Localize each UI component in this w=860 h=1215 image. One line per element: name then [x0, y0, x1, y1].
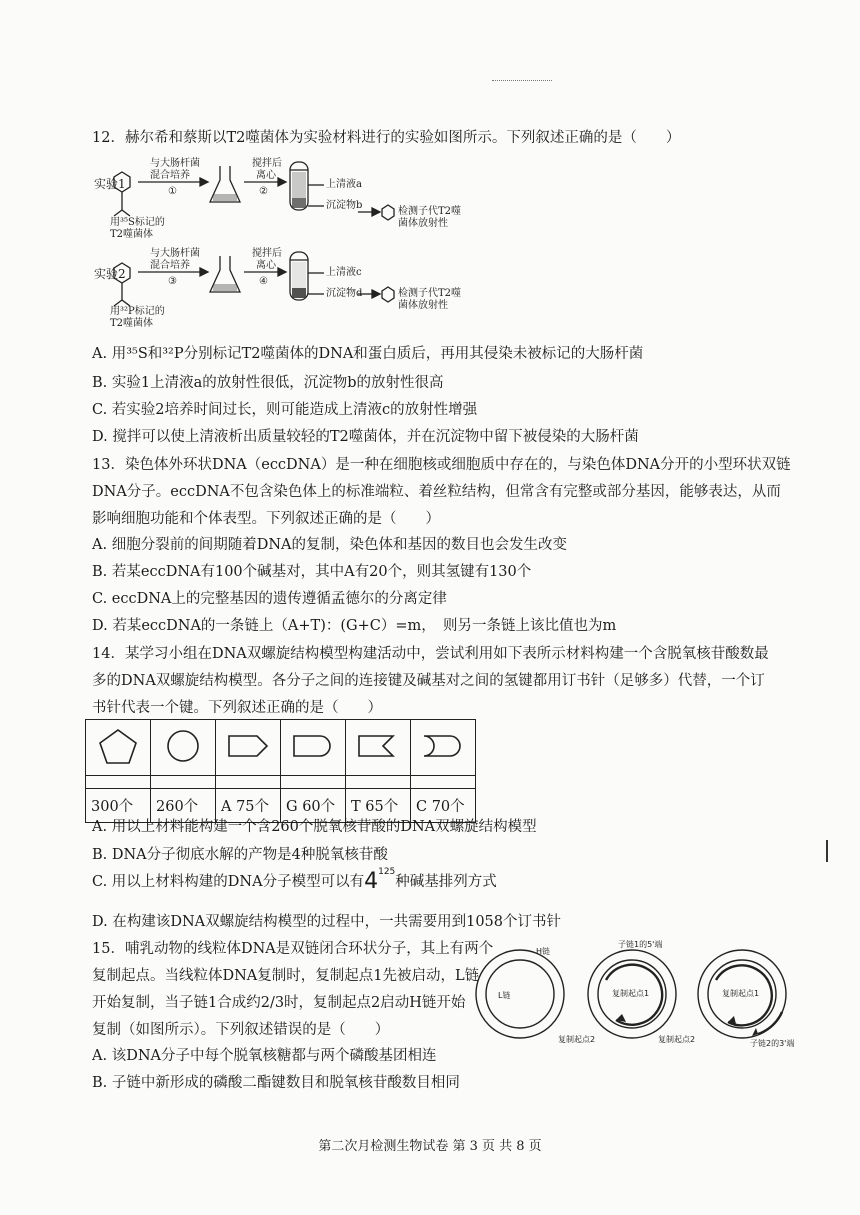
q14-stem-line3: 书针代表一个键。下列叙述正确的是（ ） — [92, 700, 382, 716]
q13-stem-line2: DNA分子。eccDNA不包含染色体上的标准端粒、着丝粒结构，但常含有完整或部分基因，能够表达，从而 — [92, 484, 781, 500]
q15-stem-line4: 复制（如图所示）。下列叙述错误的是（ ） — [92, 1022, 390, 1038]
page-footer: 第二次月检测生物试卷 第 3 页 共 8 页 — [318, 1139, 542, 1154]
materials-table — [85, 719, 476, 823]
q14-option-c: C. 用以上材料构建的DNA分子模型可以有$4^{125}$种碱基排列方式 — [92, 867, 497, 894]
step-4: ④ — [259, 276, 268, 287]
step-3: ③ — [168, 276, 177, 287]
mix-label-2a: 与大肠杆菌 — [150, 248, 200, 259]
detect-1a: 检测子代T2噬 — [398, 206, 462, 217]
q12-option-c: C. 若实验2培养时间过长，则可能造成上清液c的放射性增强 — [92, 402, 478, 418]
l-chain-label: L链 — [498, 991, 511, 1000]
power-expression: $4^{125}$ — [364, 867, 396, 894]
exp1-label: 实验1 — [94, 177, 126, 191]
exp2-phage-label: 用³²P标记的 — [110, 306, 165, 317]
q15-stem-line3: 开始复制，当子链1合成约2/3时，复制起点2启动H链开始 — [92, 995, 466, 1011]
q14-option-d: D. 在构建该DNA双螺旋结构模型的过程中，一共需要用到1058个订书针 — [92, 914, 562, 930]
notch-shape-icon — [346, 720, 411, 776]
detect-1b: 菌体放射性 — [398, 218, 448, 229]
q13-option-d: D. 若某eccDNA的一条链上（A+T)：(G+C）=m， 则另一条链上该比值也为m — [92, 618, 617, 634]
detect-2a: 检测子代T2噬 — [398, 288, 462, 299]
child2-3-end-label: 子链2的3'端 — [750, 1039, 795, 1048]
q12-option-b: B. 实验1上清液a的放射性很低，沉淀物b的放射性很高 — [92, 375, 444, 391]
q13-stem-line1: 13．染色体外环状DNA（eccDNA）是一种在细胞核或细胞质中存在的，与染色体DNA分开的小型环状双链 — [92, 457, 791, 473]
q15-option-a: A. 该DNA分子中每个脱氧核糖都与两个磷酸基团相连 — [92, 1048, 437, 1064]
q12-option-a: A. 用³⁵S和³²P分别标记T2噬菌体的DNA和蛋白质后，再用其侵染未被标记的大肠杆菌 — [92, 346, 644, 362]
q13-option-b: B. 若某eccDNA有100个碱基对，其中A有20个，则其氢键有130个 — [92, 564, 532, 580]
origin2-label-b: 复制起点2 — [658, 1035, 696, 1044]
exp1-phage-label2: T2噬菌体 — [110, 229, 154, 240]
q12-experiment-diagram — [92, 160, 532, 330]
sediment-d: 沉淀物d — [326, 288, 363, 299]
mix-label-2b: 混合培养 — [150, 260, 190, 271]
arrow-pentagon-shape-icon — [216, 720, 281, 776]
detect-2b: 菌体放射性 — [398, 300, 448, 311]
count-circle: 260个 — [151, 789, 216, 823]
count-pentagon: 300个 — [86, 789, 151, 823]
supernatant-a: 上清液a — [326, 179, 362, 190]
scan-edge-mark — [826, 840, 828, 862]
exp1-phage-label: 用³⁵S标记的 — [110, 217, 165, 228]
rounded-d-shape-icon — [281, 720, 346, 776]
q14-stem-line2: 多的DNA双螺旋结构模型。各分子之间的连接键及碱基对之间的氢键都用订书针（足够多）代替，一个订 — [92, 673, 765, 689]
pentagon-shape-icon — [86, 720, 151, 776]
q13-option-a: A. 细胞分裂前的间期随着DNA的复制，染色体和基因的数目也会发生改变 — [92, 537, 567, 553]
stir-label-1a: 搅拌后 — [252, 158, 282, 169]
origin1-label: 复制起点1 — [612, 989, 650, 998]
concave-shape-icon — [411, 720, 476, 776]
circle-shape-icon — [151, 720, 216, 776]
q13-option-c: C. eccDNA上的完整基因的遗传遵循孟德尔的分离定律 — [92, 591, 447, 607]
mtdna-replication-diagram — [466, 942, 796, 1052]
count-g: G 60个 — [281, 789, 346, 823]
child1-5-end-label: 子链1的5'端 — [618, 940, 663, 949]
h-chain-label: H链 — [536, 947, 551, 956]
step-1: ① — [168, 186, 177, 197]
q14-option-a: A. 用以上材料能构建一个含260个脱氧核苷酸的DNA双螺旋结构模型 — [92, 819, 537, 835]
count-c: C 70个 — [411, 789, 476, 823]
origin1-label-b: 复制起点1 — [722, 989, 760, 998]
scan-mark — [492, 80, 552, 83]
q13-stem-line3: 影响细胞功能和个体表型。下列叙述正确的是（ ） — [92, 511, 440, 527]
exp2-phage-label2: T2噬菌体 — [110, 318, 154, 329]
mix-label-1a: 与大肠杆菌 — [150, 158, 200, 169]
stir-label-2a: 搅拌后 — [252, 248, 282, 259]
origin2-label-a: 复制起点2 — [558, 1035, 596, 1044]
q14-option-b: B. DNA分子彻底水解的产物是4种脱氧核苷酸 — [92, 847, 388, 863]
count-t: T 65个 — [346, 789, 411, 823]
supernatant-c: 上清液c — [326, 267, 362, 278]
q12-stem: 12．赫尔希和蔡斯以T2噬菌体为实验材料进行的实验如图所示。下列叙述正确的是（ ） — [92, 130, 681, 146]
q15-stem-line2: 复制起点。当线粒体DNA复制时，复制起点1先被启动，L链 — [92, 968, 480, 984]
q15-stem-line1: 15．哺乳动物的线粒体DNA是双链闭合环状分子，其上有两个 — [92, 941, 494, 957]
sediment-b: 沉淀物b — [326, 200, 363, 211]
q12-option-d: D. 搅拌可以使上清液析出质量较轻的T2噬菌体，并在沉淀物中留下被侵染的大肠杆菌 — [92, 429, 639, 445]
count-a: A 75个 — [216, 789, 281, 823]
q15-option-b: B. 子链中新形成的磷酸二酯键数目和脱氧核苷酸数目相同 — [92, 1075, 460, 1091]
exp2-label: 实验2 — [94, 267, 126, 281]
mix-label-1b: 混合培养 — [150, 170, 190, 181]
stir-label-2b: 离心 — [256, 260, 276, 271]
stir-label-1b: 离心 — [256, 170, 276, 181]
step-2: ② — [259, 186, 268, 197]
q14-stem-line1: 14．某学习小组在DNA双螺旋结构模型构建活动中，尝试利用如下表所示材料构建一个含脱氧核苷酸数最 — [92, 646, 769, 662]
